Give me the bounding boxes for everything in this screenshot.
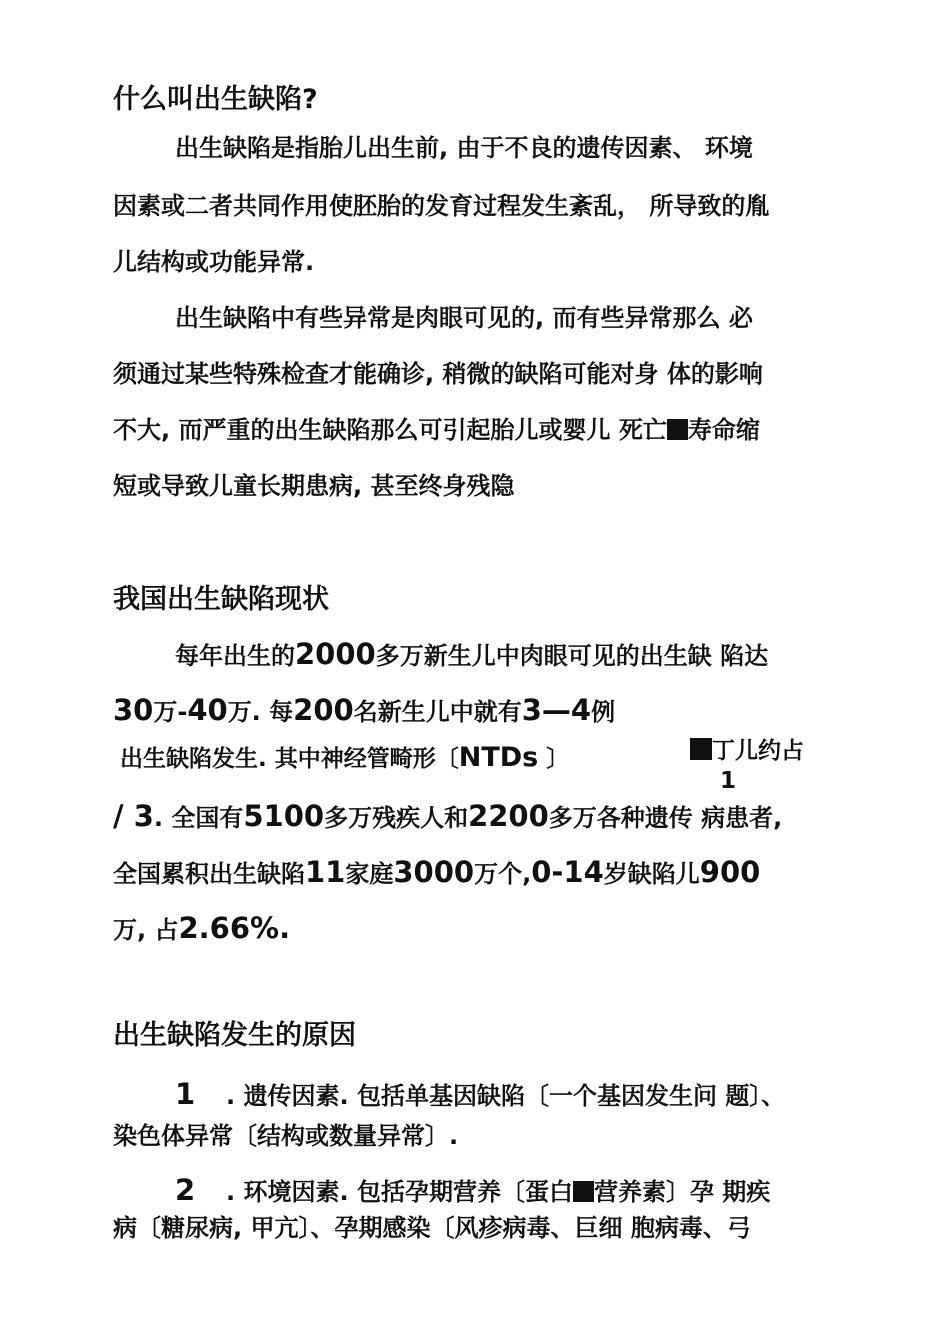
text: 多万各种遗传 病患者, <box>548 804 783 832</box>
section-heading-status: 我国出生缺陷现状 <box>113 584 329 615</box>
overflow-cell <box>690 736 830 794</box>
number: 5100 <box>243 799 325 833</box>
number: NTDs <box>458 742 539 773</box>
missing-glyph-block <box>690 738 712 760</box>
text: 〕 <box>546 746 570 772</box>
text: 岁缺陷儿 <box>603 860 700 888</box>
section-heading-causes: 出生缺陷发生的原因 <box>113 1020 356 1051</box>
number: 2000 <box>295 637 376 671</box>
list-item-line: . 遗传因素. 包括单基因缺陷〔一个基因发生问 题〕、 <box>226 1082 786 1110</box>
paragraph-line <box>113 694 615 728</box>
number: / 3 <box>113 799 154 833</box>
missing-glyph-block <box>573 1181 594 1202</box>
paragraph-line: 出生缺陷中有些异常是肉眼可见的, 而有些异常那么 必 <box>175 304 753 332</box>
paragraph-line <box>113 912 290 946</box>
paragraph-text: 寿命缩 <box>687 416 760 444</box>
text: 全国累积出生缺陷 <box>113 860 305 888</box>
list-item-line <box>226 1176 770 1208</box>
text: 每年出生的 <box>175 642 295 670</box>
missing-glyph-block <box>667 419 688 440</box>
text: 家庭 <box>345 860 394 888</box>
paragraph-line <box>120 742 569 775</box>
paragraph-line: 短或导致儿童长期患病, 甚至终身残隐 <box>113 472 515 500</box>
text: 万- <box>153 698 188 726</box>
paragraph-line <box>113 414 760 446</box>
section-heading-definition: 什么叫出生缺陷? <box>113 84 318 115</box>
text: 多万残疾人和 <box>324 804 469 832</box>
number: 40 <box>187 693 228 727</box>
text: . 环境因素. 包括孕期营养〔蛋白 <box>226 1178 573 1206</box>
number: 11 <box>305 855 346 889</box>
text: 万, 占 <box>113 916 179 944</box>
text: 万个, <box>474 860 532 888</box>
number: 30 <box>113 693 154 727</box>
number: 3000 <box>393 855 475 889</box>
paragraph-line: 须通过某些特殊检查才能确诊, 稍微的缺陷可能对身 体的影响 <box>113 360 763 388</box>
list-item-line: 染色体异常〔结构或数量异常〕. <box>113 1122 459 1150</box>
list-number: 1 <box>175 1077 196 1111</box>
list-number: 2 <box>175 1173 196 1207</box>
number: 900 <box>699 855 761 889</box>
number: 3—4 <box>521 693 592 727</box>
paragraph-line: 儿结构或功能异常. <box>113 248 315 276</box>
paragraph-line: 因素或二者共同作用使胚胎的发育过程发生紊乱， 所导致的胤 <box>113 192 770 220</box>
paragraph-line: 出生缺陷是指胎儿出生前, 由于不良的遗传因素、 环境 <box>175 134 753 162</box>
text: 名新生儿中就有 <box>353 698 522 726</box>
number: 0-14 <box>531 855 604 889</box>
paragraph-line <box>175 638 768 672</box>
text: 例 <box>591 698 616 726</box>
number: 2200 <box>468 799 549 833</box>
text: 多万新生儿中肉眼可见的出生缺 陷达 <box>375 642 769 670</box>
number: 2.66%. <box>178 911 291 945</box>
paragraph-text: 不大, 而严重的出生缺陷那么可引起胎儿或婴儿 死亡 <box>113 416 667 444</box>
text: 万. 每 <box>227 698 294 726</box>
paragraph-line <box>113 800 782 834</box>
number: 200 <box>293 693 354 727</box>
paragraph-line <box>113 856 760 890</box>
number: 1 <box>720 768 737 794</box>
list-item-line: 病〔糖尿病, 甲亢〕、孕期感染〔风疹病毒、巨细 胞病毒、弓 <box>113 1214 751 1242</box>
text: 营养素〕孕 期疾 <box>593 1178 771 1206</box>
text: 出生缺陷发生. 其中神经管畸形〔 <box>120 746 459 772</box>
text: . 全国有 <box>153 804 244 832</box>
text: 丁儿约占 <box>712 738 804 764</box>
